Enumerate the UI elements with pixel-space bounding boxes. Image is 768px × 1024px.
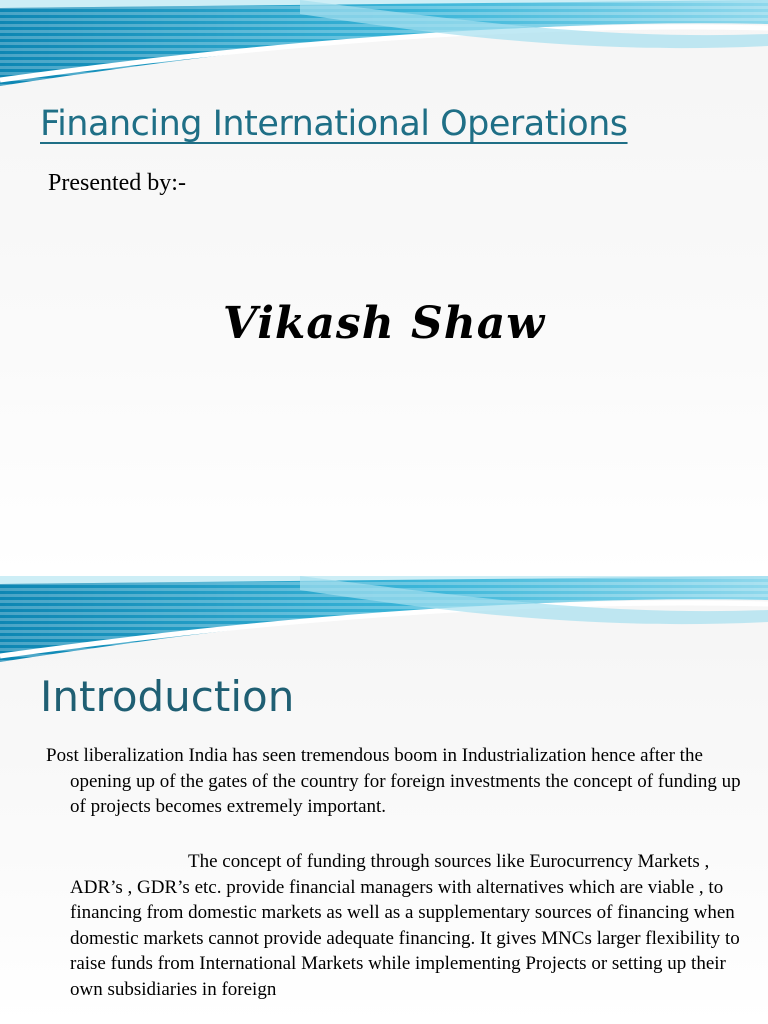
decorative-wave-banner [0,0,768,90]
intro-paragraph-2: The concept of funding through sources like Eurocurrency Markets , ADR’s , GDR’s etc. provide financial managers with alternatives which are viable , to financing from domestic markets as well as a supplementary sources of financing when domestic markets cannot provide adequate financing. It gives MNCs larger flexibility to raise funds from International Markets while implementing Projects or setting up their own subsidiaries in foreign [70,851,740,1000]
author-name: Vikash Shaw [222,298,546,349]
decorative-wave-banner [0,576,768,666]
slide-title: Financing International Operations [40,104,628,144]
slide-title: Introduction [40,672,295,721]
intro-paragraph-1: Post liberalization India has seen tremendous boom in Industrialization hence after the opening up of the gates of the country for foreign investments the concept of funding up of projects becomes extremely important. [46,745,741,817]
presented-by-label: Presented by:- [48,170,186,196]
introduction-slide [0,576,768,1024]
